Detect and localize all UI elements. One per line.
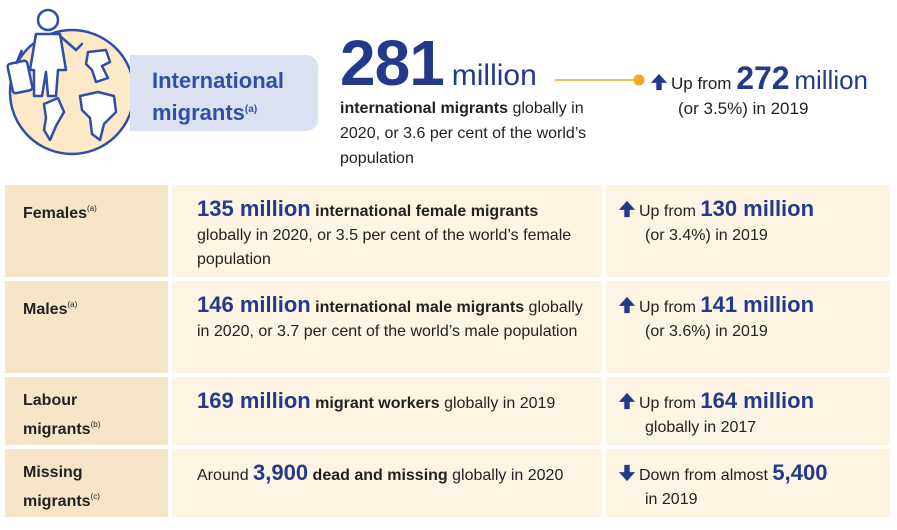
row-main-bold: migrant workers: [310, 395, 440, 412]
row-main: [172, 185, 602, 277]
headline-description: [340, 96, 610, 171]
row-change-prefix: Up from: [639, 203, 701, 220]
row-main: [172, 281, 602, 373]
traveller-globe-icon: [0, 0, 150, 160]
headline-figure: [340, 26, 537, 100]
row-change-prefix: Up from: [639, 395, 701, 412]
row-label: Missing migrants$^{(c)}$: [5, 449, 168, 517]
row-main-bold: international female migrants: [310, 203, 539, 220]
row-change-prefix: Down from almost: [639, 467, 773, 484]
row-change-line2: globally in 2017: [645, 419, 757, 436]
row-main-rest: globally in 2020: [447, 467, 564, 484]
title-line1: International: [152, 68, 285, 93]
row-label: Males$^{(a)}$: [5, 281, 168, 373]
row-change: [606, 281, 890, 373]
headline-change-unit: million: [794, 65, 869, 95]
headline-change-prefix: Up from: [671, 74, 732, 93]
row-main-rest: globally in 2019: [439, 395, 556, 412]
up-arrow-icon: [618, 392, 636, 410]
row-change-line2: (or 3.6%) in 2019: [645, 323, 768, 340]
table-row: [5, 377, 890, 445]
row-change-value: 5,400: [772, 460, 828, 485]
row-change: [606, 449, 890, 517]
row-main-value: 169 million: [197, 388, 311, 413]
up-arrow-icon: [650, 73, 668, 91]
headline-change-line2: (or 3.5%) in 2019: [678, 99, 809, 118]
headline-change: [650, 60, 868, 119]
row-change-value: 141 million: [700, 292, 815, 317]
row-change: [606, 377, 890, 445]
row-change-line2: (or 3.4%) in 2019: [645, 227, 768, 244]
row-label: Females$^{(a)}$: [5, 185, 168, 277]
row-main-value: 146 million: [197, 292, 311, 317]
row-note: (c): [90, 492, 100, 501]
row-note: (b): [90, 420, 101, 429]
row-main-rest: globally in 2020, or 3.7 per cent of the world’s male population: [197, 299, 583, 340]
row-main-rest: globally in 2020, or 3.5 per cent of the world’s female population: [197, 227, 572, 268]
row-note: (a): [67, 300, 78, 309]
row-change-value: 164 million: [700, 388, 815, 413]
row-change: [606, 185, 890, 277]
row-main-value: 135 million: [197, 196, 311, 221]
row-change-value: 130 million: [700, 196, 815, 221]
headline-number: 281: [340, 27, 444, 99]
down-arrow-icon: [618, 464, 636, 482]
row-main-bold: dead and missing: [308, 467, 448, 484]
headline-desc-bold: international migrants: [340, 100, 509, 117]
row-change-prefix: Up from: [639, 299, 701, 316]
table-row: [5, 449, 890, 517]
row-note: (a): [87, 204, 97, 213]
up-arrow-icon: [618, 200, 636, 218]
table-row: [5, 281, 890, 373]
page-title: [152, 66, 284, 127]
row-change-line2: in 2019: [645, 491, 698, 508]
title-note: (a): [244, 104, 258, 115]
table-row: [5, 185, 890, 277]
headline-change-value: 272: [736, 60, 790, 96]
up-arrow-icon: [618, 296, 636, 314]
connector-line: [555, 74, 645, 86]
row-label: Labour migrants$^{(b)}$: [5, 377, 168, 445]
row-main: [172, 449, 602, 517]
stats-table: [5, 185, 890, 521]
row-main-bold: international male migrants: [310, 299, 525, 316]
row-main-value: 3,900: [253, 460, 309, 485]
row-main: [172, 377, 602, 445]
row-main-prefix: Around: [197, 467, 254, 484]
title-line2: migrants: [152, 100, 245, 125]
headline-unit: million: [451, 59, 537, 92]
headline-desc-rest: globally in 2020, or 3.6 per cent of the world’s population: [340, 100, 587, 167]
